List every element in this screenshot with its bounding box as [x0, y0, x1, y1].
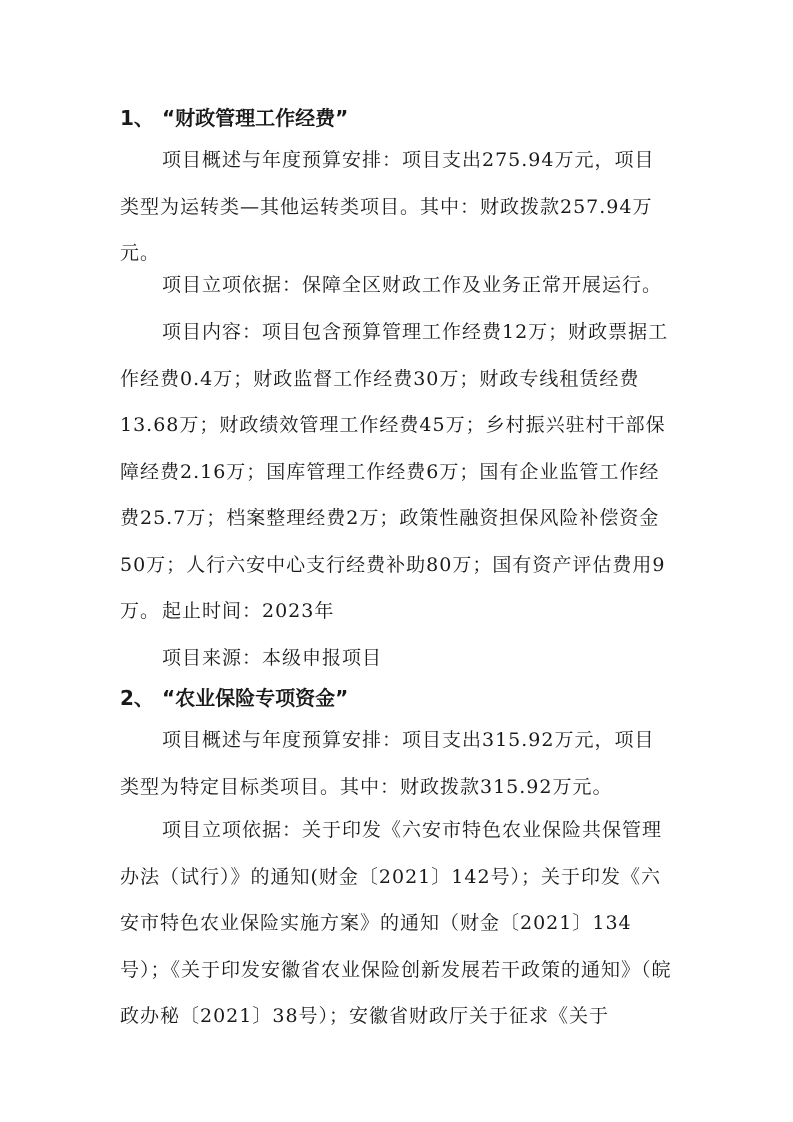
section-1-basis: 项目立项依据：保障全区财政工作及业务正常开展运行。	[162, 274, 663, 296]
section-2-title: “农业保险专项资金”	[162, 686, 349, 710]
section-1-period: 起止时间：2023年	[162, 600, 335, 622]
section-1-overview: 项目概述与年度预算安排：项目支出275.94万元，项目类型为运转类—其他运转类项目。其中：财政拨款257.94万元。	[120, 149, 655, 264]
section-2-basis: 项目立项依据：关于印发《六安市特色农业保险共保管理办法（试行）》的通知(财金〔2021〕142号）；关于印发《六安市特色农业保险实施方案》的通知（财金〔2021〕134号）；《关于印发安徽省农业保险创新发展若干政策的通知》（皖政办秘〔2021〕38号）；安徽省财政厅关于征求《关于	[120, 819, 672, 1027]
section-1-content: 项目内容：项目包含预算管理工作经费12万；财政票据工作经费0.4万；财政监督工作经费30万；财政专线租赁经费13.68万；财政绩效管理工作经费45万；乡村振兴驻村干部保障经费2.16万；国库管理工作经费6万；国有企业监管工作经费25.7万；档案整理经费2万；政策性融资担保风险补偿资金50万；人行六安中心支行经费补助80万；国有资产评估费用9万。	[120, 321, 669, 622]
section-1-number: 1、	[120, 106, 154, 130]
section-1-heading	[120, 106, 348, 130]
section-2-number: 2、	[120, 686, 154, 710]
section-1-title: “财政管理工作经费”	[162, 106, 349, 130]
section-1-source: 项目来源：本级申报项目	[162, 647, 383, 669]
section-2-overview: 项目概述与年度预算安排：项目支出315.92万元，项目类型为特定目标类项目。其中：财政拨款315.92万元。	[120, 729, 655, 798]
section-2-heading	[120, 686, 348, 710]
